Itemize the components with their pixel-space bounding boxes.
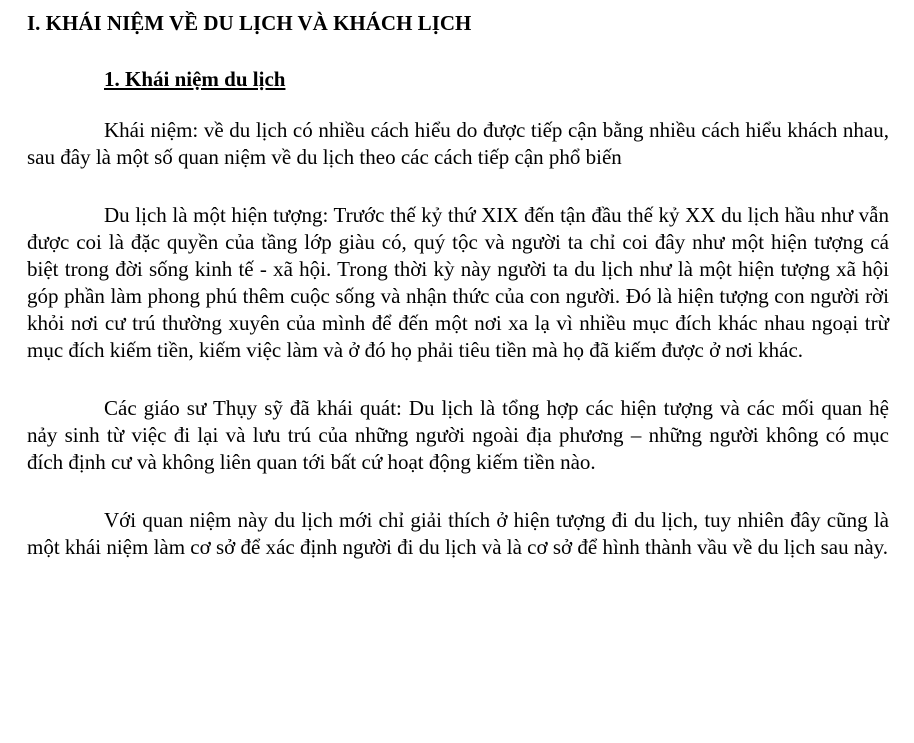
paragraph-swiss-professors: Các giáo sư Thụy sỹ đã khái quát: Du lịch là tổng hợp các hiện tượng và các mối quan hệ nảy sinh từ việc đi lại và lưu trú của những người ngoài địa phương – những người không có mục đích định cư và không liên quan tới bất cứ hoạt động kiếm tiền nào. xyxy=(27,396,889,474)
paragraph-concept: Khái niệm: về du lịch có nhiều cách hiểu do được tiếp cận bằng nhiều cách hiểu khách nhau, sau đây là một số quan niệm về du lịch theo các cách tiếp cận phổ biến xyxy=(27,118,889,169)
section-heading: I. KHÁI NIỆM VỀ DU LỊCH VÀ KHÁCH LỊCH xyxy=(27,11,472,35)
paragraph-conclusion: Với quan niệm này du lịch mới chỉ giải thích ở hiện tượng đi du lịch, tuy nhiên đây cũng là một khái niệm làm cơ sở để xác định người đi du lịch và là cơ sở để hình thành vầu về du lịch sau này. xyxy=(27,508,889,559)
paragraph-phenomenon: Du lịch là một hiện tượng: Trước thế kỷ thứ XIX đến tận đầu thế kỷ XX du lịch hầu như vẫn được coi là đặc quyền của tầng lớp giàu có, quý tộc và người ta chỉ coi đây như một hiện tượng cá biệt trong đời sống kinh tế - xã hội. Trong thời kỳ này người ta du lịch như là một hiện tượng xã hội góp phần làm phong phú thêm cuộc sống và nhận thức của con người. Đó là hiện tượng con người rời khỏi nơi cư trú thường xuyên của mình để đến một nơi xa lạ vì nhiều mục đích khác nhau ngoại trừ mục đích kiếm tiền, kiếm việc làm và ở đó họ phải tiêu tiền mà họ đã kiếm được ở nơi khác. xyxy=(27,203,889,362)
subsection-heading: 1. Khái niệm du lịch xyxy=(104,67,286,91)
document-page xyxy=(27,10,889,561)
